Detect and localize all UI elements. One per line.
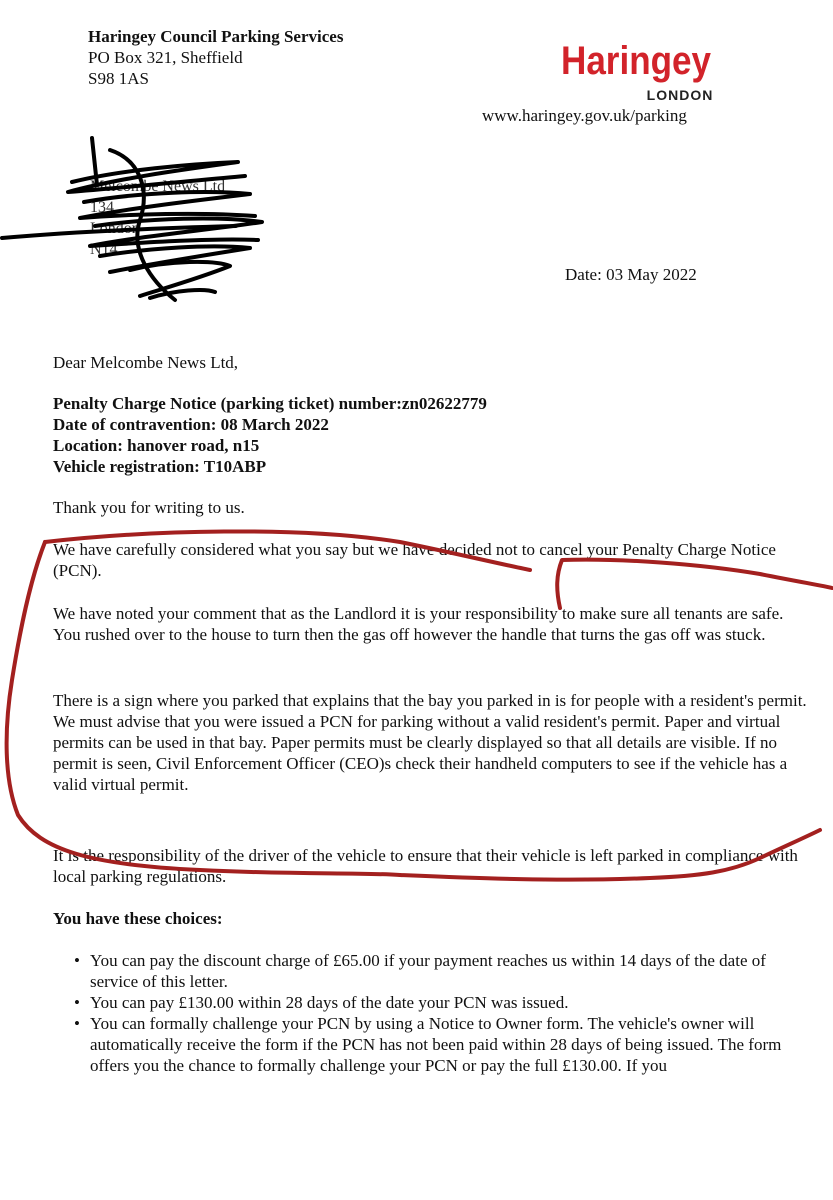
- choices-list: [70, 950, 815, 1076]
- pcn-number: Penalty Charge Notice (parking ticket) number:zn02622779: [53, 394, 487, 413]
- logo-sub: LONDON: [646, 87, 714, 103]
- website-link[interactable]: www.haringey.gov.uk/parking: [482, 106, 687, 125]
- redaction-scribble: [0, 130, 300, 315]
- contravention-date: Date of contravention: 08 March 2022: [53, 415, 329, 434]
- sender-org: Haringey Council Parking Services: [88, 27, 344, 46]
- recipient-line1: Melcombe News Ltd: [90, 178, 226, 195]
- responsibility-paragraph: It is the responsibility of the driver of the vehicle to ensure that their vehicle is left parked in compliance with local parking regulations.: [53, 846, 798, 886]
- location: Location: hanover road, n15: [53, 436, 260, 455]
- permit-text: We must advise that you were issued a PCN for parking without a valid resident's permit. Paper and virtual permits can be used in that bay. Paper permits must be clearly displayed so that all details are visible. If no permit is seen, Civil Enforcement Officer (CEO)s check their handheld computers to see if the vehicle has a valid virtual permit.: [53, 712, 788, 794]
- haringey-logo: [556, 30, 716, 106]
- landlord-paragraph: We have noted your comment that as the Landlord it is your responsibility to make sure all tenants are safe. You rushed over to the house to turn then the gas off however the handle that turns the gas off was stuck.: [53, 604, 784, 644]
- recipient-line2: 134: [90, 199, 114, 216]
- sender-line1: PO Box 321, Sheffield: [88, 48, 243, 67]
- sender-line2: S98 1AS: [88, 69, 149, 88]
- letter-date: Date: 03 May 2022: [565, 265, 697, 284]
- permit-paragraph: [53, 690, 813, 795]
- decision-paragraph: We have carefully considered what you say but we have decided not to cancel your Penalty Charge Notice (PCN).: [53, 540, 776, 580]
- vehicle-registration: Vehicle registration: T10ABP: [53, 457, 267, 476]
- sign-text: There is a sign where you parked that explains that the bay you parked in is for people with a resident's permit.: [53, 691, 807, 710]
- sender-address: [88, 26, 343, 89]
- list-item: • You can formally challenge your PCN by using a Notice to Owner form. The vehicle's owner will automatically receive the form if the PCN has not been paid within 28 days of being issued. The form offers you the chance to formally challenge your PCN or pay the full £130.00. If you: [70, 1013, 815, 1076]
- list-item: • You can pay £130.00 within 28 days of the date your PCN was issued.: [70, 992, 815, 1013]
- thanks-paragraph: Thank you for writing to us.: [53, 498, 245, 517]
- recipient-line4: N14: [90, 241, 118, 258]
- reference-block: [53, 393, 813, 477]
- recipient-line3: London: [90, 220, 140, 237]
- choices-heading: You have these choices:: [53, 909, 223, 928]
- logo-word: Haringey: [561, 39, 712, 83]
- list-item: • You can pay the discount charge of £65.00 if your payment reaches us within 14 days of the date of service of this letter.: [70, 950, 815, 992]
- greeting: Dear Melcombe News Ltd,: [53, 353, 239, 372]
